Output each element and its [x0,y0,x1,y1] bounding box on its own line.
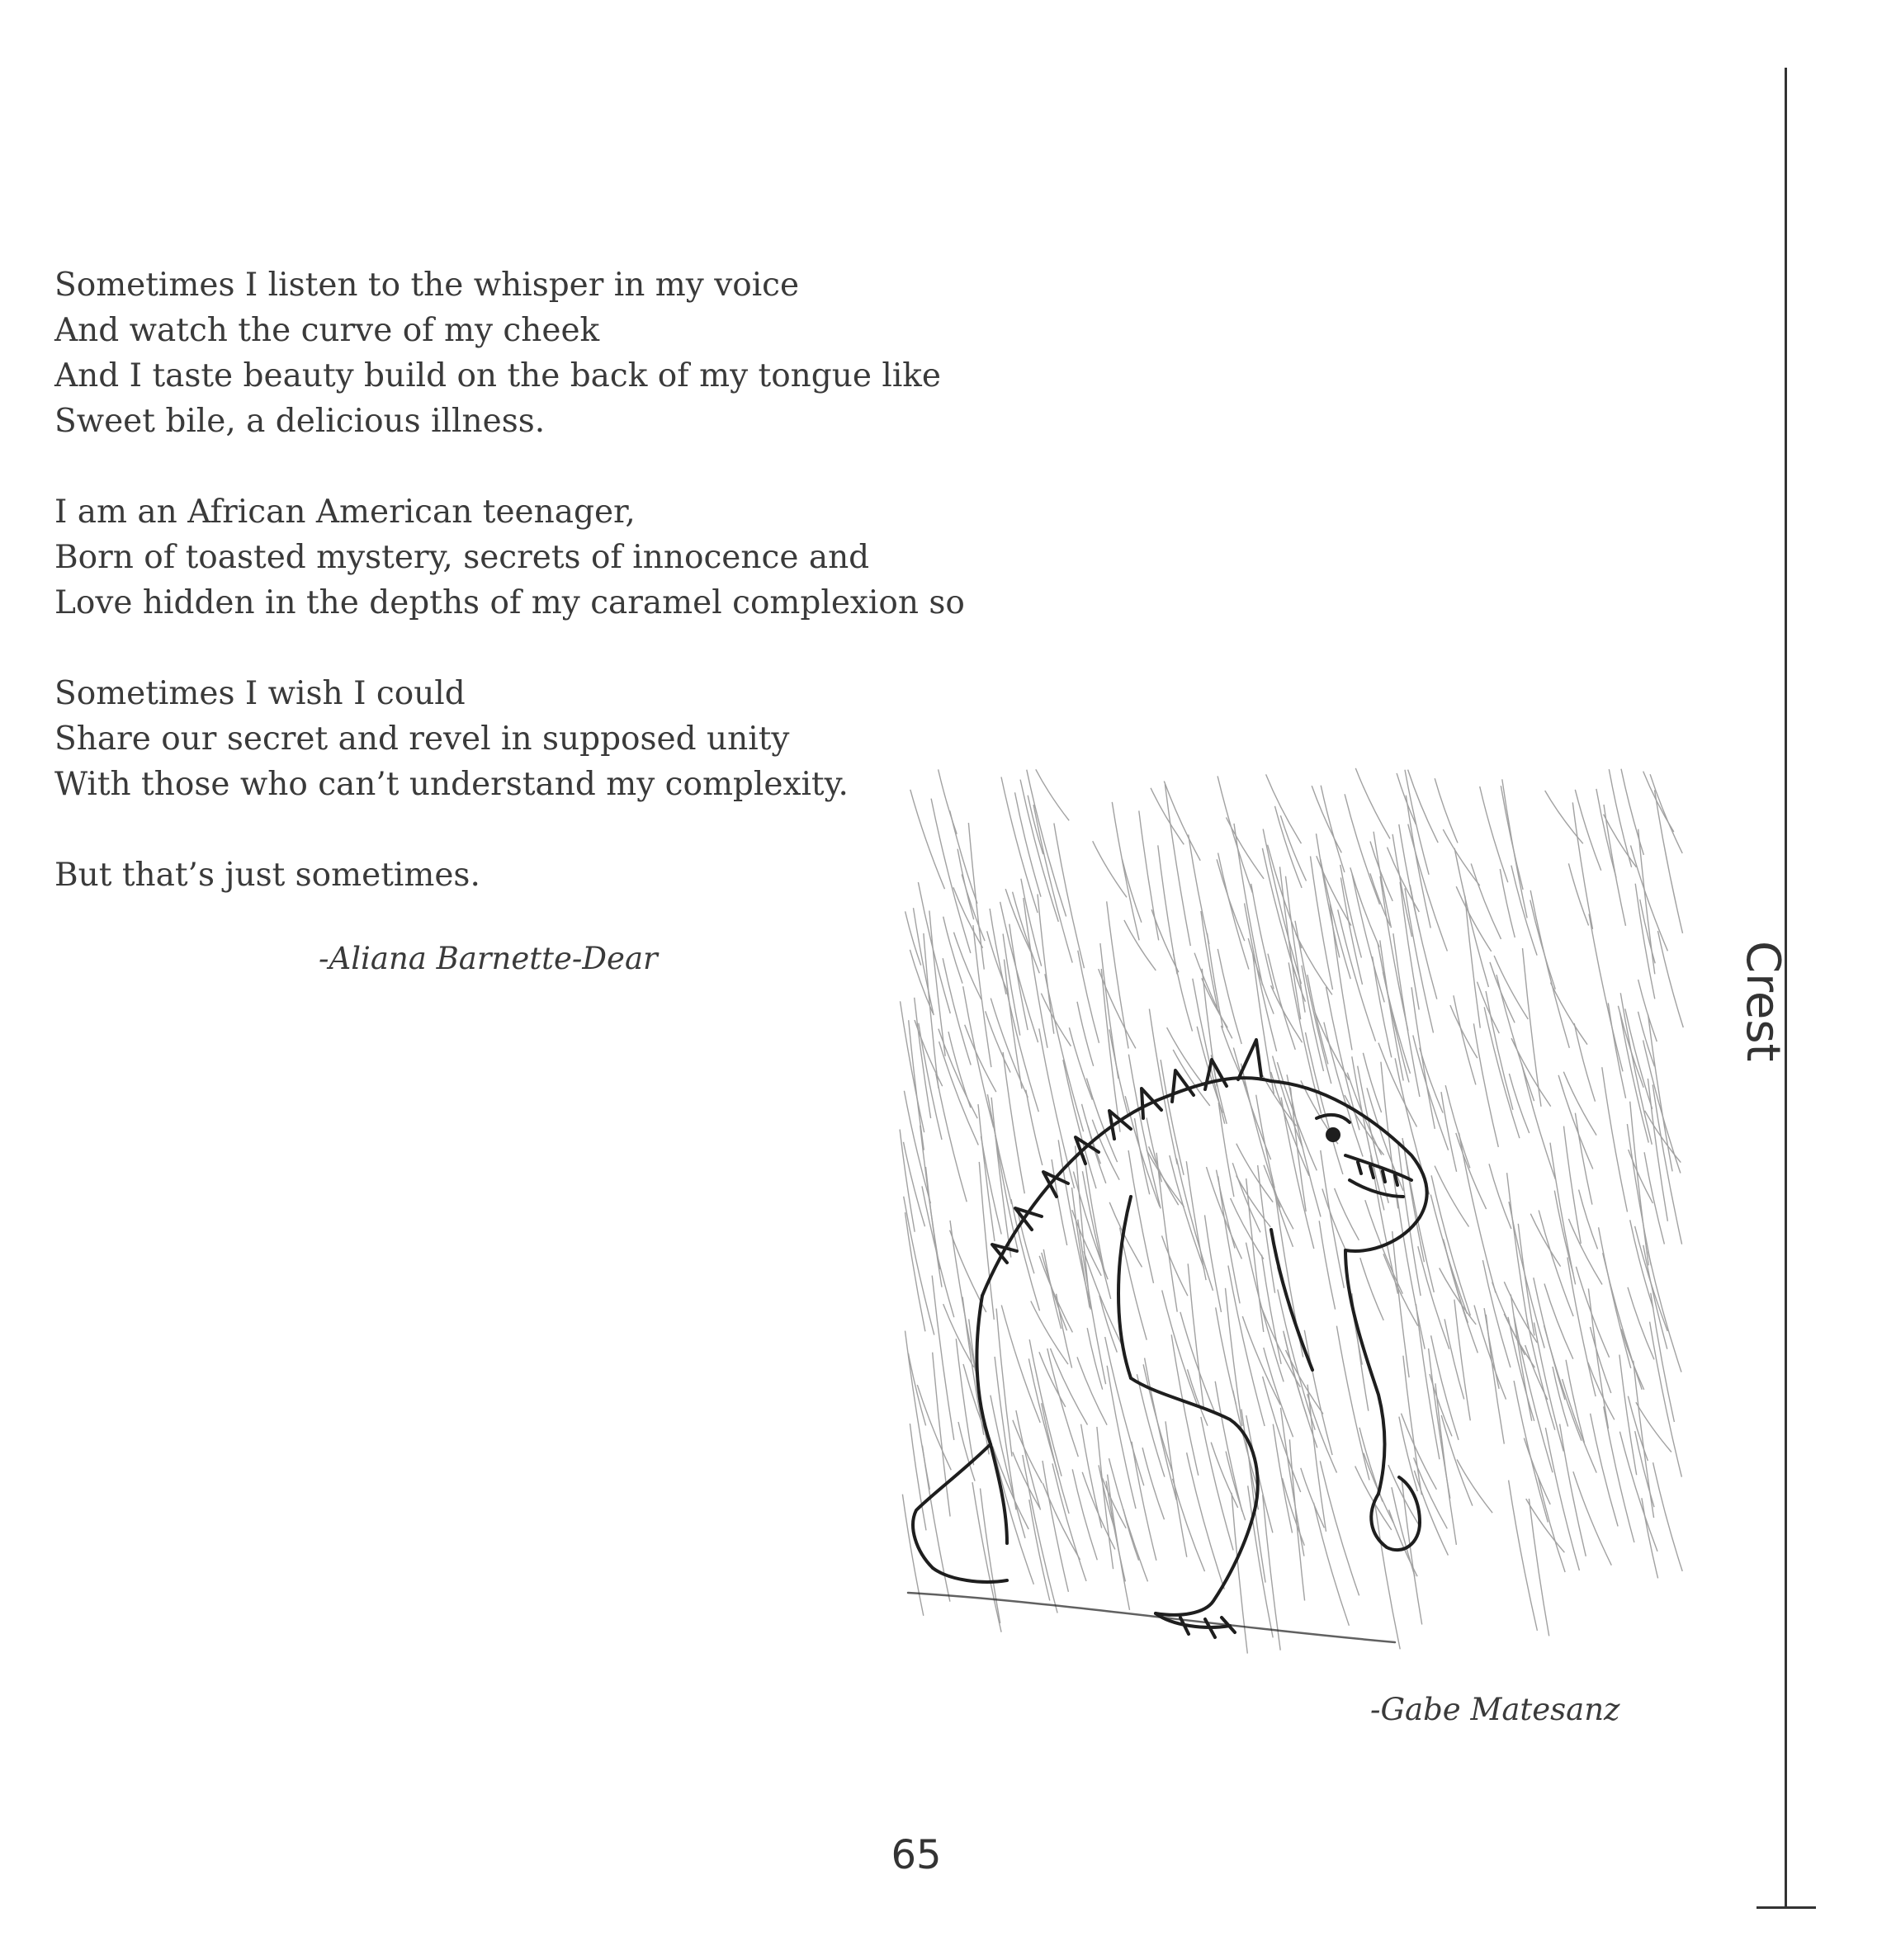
poem-line: And watch the curve of my cheek [54,312,600,349]
creature-sketch-illustration [883,767,1692,1675]
poem [54,262,979,943]
poem-line: Born of toasted mystery, secrets of innocence and [54,539,870,576]
rule-foot [1757,1906,1816,1909]
poem-line: And I taste beauty build on the back of my tongue like [54,357,942,394]
poem-line: With those who can’t understand my complexity. [54,766,849,803]
poem-line: I am an African American teenager, [54,494,636,531]
poem-line: Sweet bile, a delicious illness. [54,403,546,440]
poem-line: Sometimes I wish I could [54,675,466,712]
poem-author: -Aliana Barnette-Dear [319,941,658,976]
poem-line: Love hidden in the depths of my caramel complexion so [54,584,965,621]
section-label: Crest [1736,941,1790,1062]
poem-line: Share our secret and revel in supposed unity [54,720,790,758]
illustration-artist: -Gabe Matesanz [1370,1692,1620,1727]
poem-stanza-1 [54,262,979,444]
poem-line: Sometimes I listen to the whisper in my voice [54,267,800,304]
page-number: 65 [891,1832,942,1878]
poem-stanza-4 [54,852,979,898]
poem-stanza-2 [54,489,979,626]
poem-line: But that’s just sometimes. [54,857,480,894]
poem-stanza-3 [54,671,979,807]
